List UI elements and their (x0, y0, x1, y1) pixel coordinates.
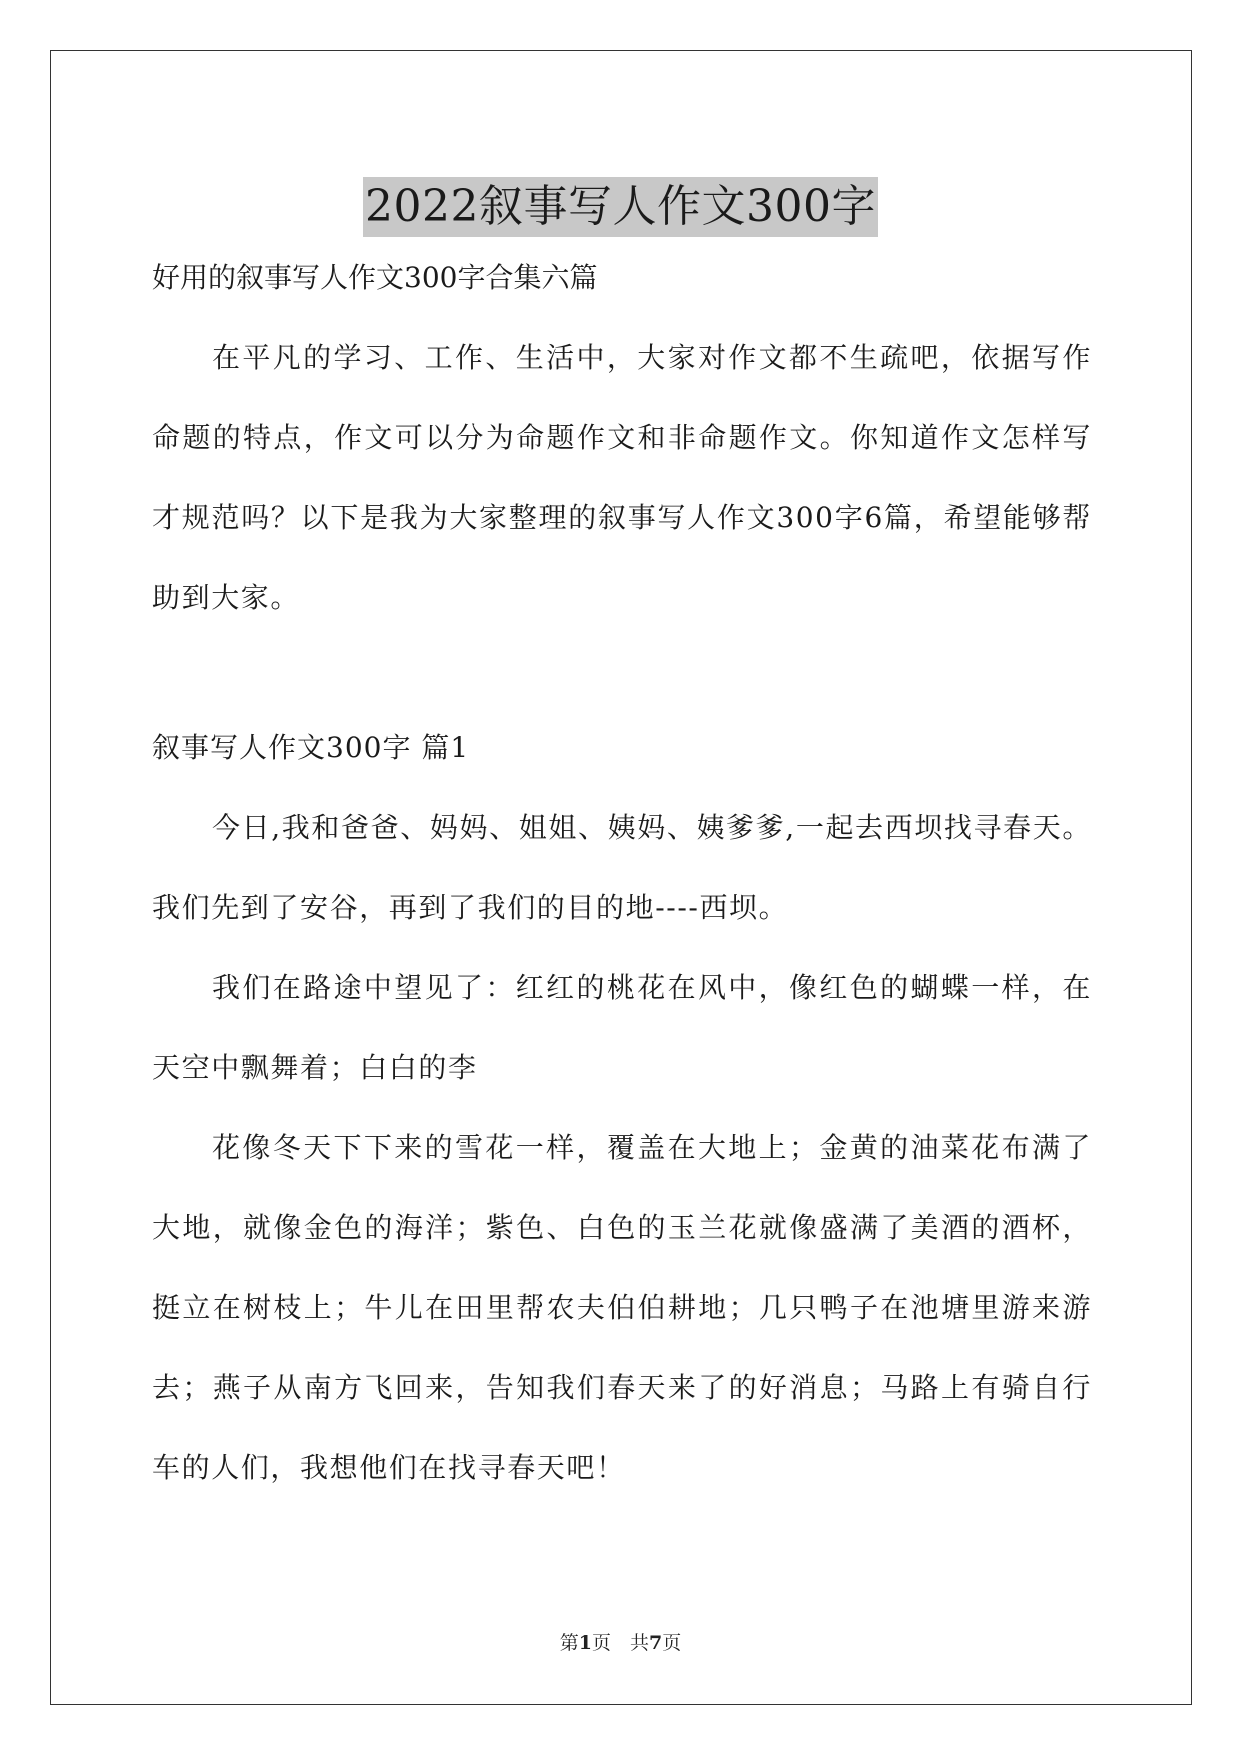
footer-suffix: 页 (662, 1632, 682, 1654)
intro-paragraph: 在平凡的学习、工作、生活中，大家对作文都不生疏吧，依据写作命题的特点，作文可以分为命题作文和非命题作文。你知道作文怎样写才规范吗？以下是我为大家整理的叙事写人作文300字6篇，希望能够帮助到大家。 (152, 341, 1092, 614)
document-subtitle: 好用的叙事写人作文300字合集六篇 (152, 261, 598, 294)
body-paragraph-2: 我们在路途中望见了：红红的桃花在风中，像红色的蝴蝶一样，在天空中飘舞着；白白的李 (152, 971, 1092, 1084)
footer-current-page: 1 (578, 1632, 592, 1654)
section-gap (152, 638, 1092, 708)
document-body (152, 238, 1092, 1508)
footer-prefix: 第 (559, 1632, 579, 1654)
page-footer (0, 1628, 1241, 1655)
footer-mid: 页 共 (591, 1632, 649, 1654)
body-paragraph-1: 今日,我和爸爸、妈妈、姐姐、姨妈、姨爹爹,一起去西坝找寻春天。我们先到了安谷，再到了我们的目的地----西坝。 (152, 811, 1092, 924)
section-heading: 叙事写人作文300字 篇1 (152, 731, 470, 764)
footer-total-pages: 7 (649, 1632, 663, 1654)
body-paragraph-3: 花像冬天下下来的雪花一样，覆盖在大地上；金黄的油菜花布满了大地，就像金色的海洋；紫色、白色的玉兰花就像盛满了美酒的酒杯，挺立在树枝上；牛儿在田里帮农夫伯伯耕地；几只鸭子在池塘里游来游去；燕子从南方飞回来，告知我们春天来了的好消息；马路上有骑自行车的人们，我想他们在找寻春天吧！ (152, 1131, 1092, 1484)
document-title: 2022叙事写人作文300字 (363, 177, 878, 237)
